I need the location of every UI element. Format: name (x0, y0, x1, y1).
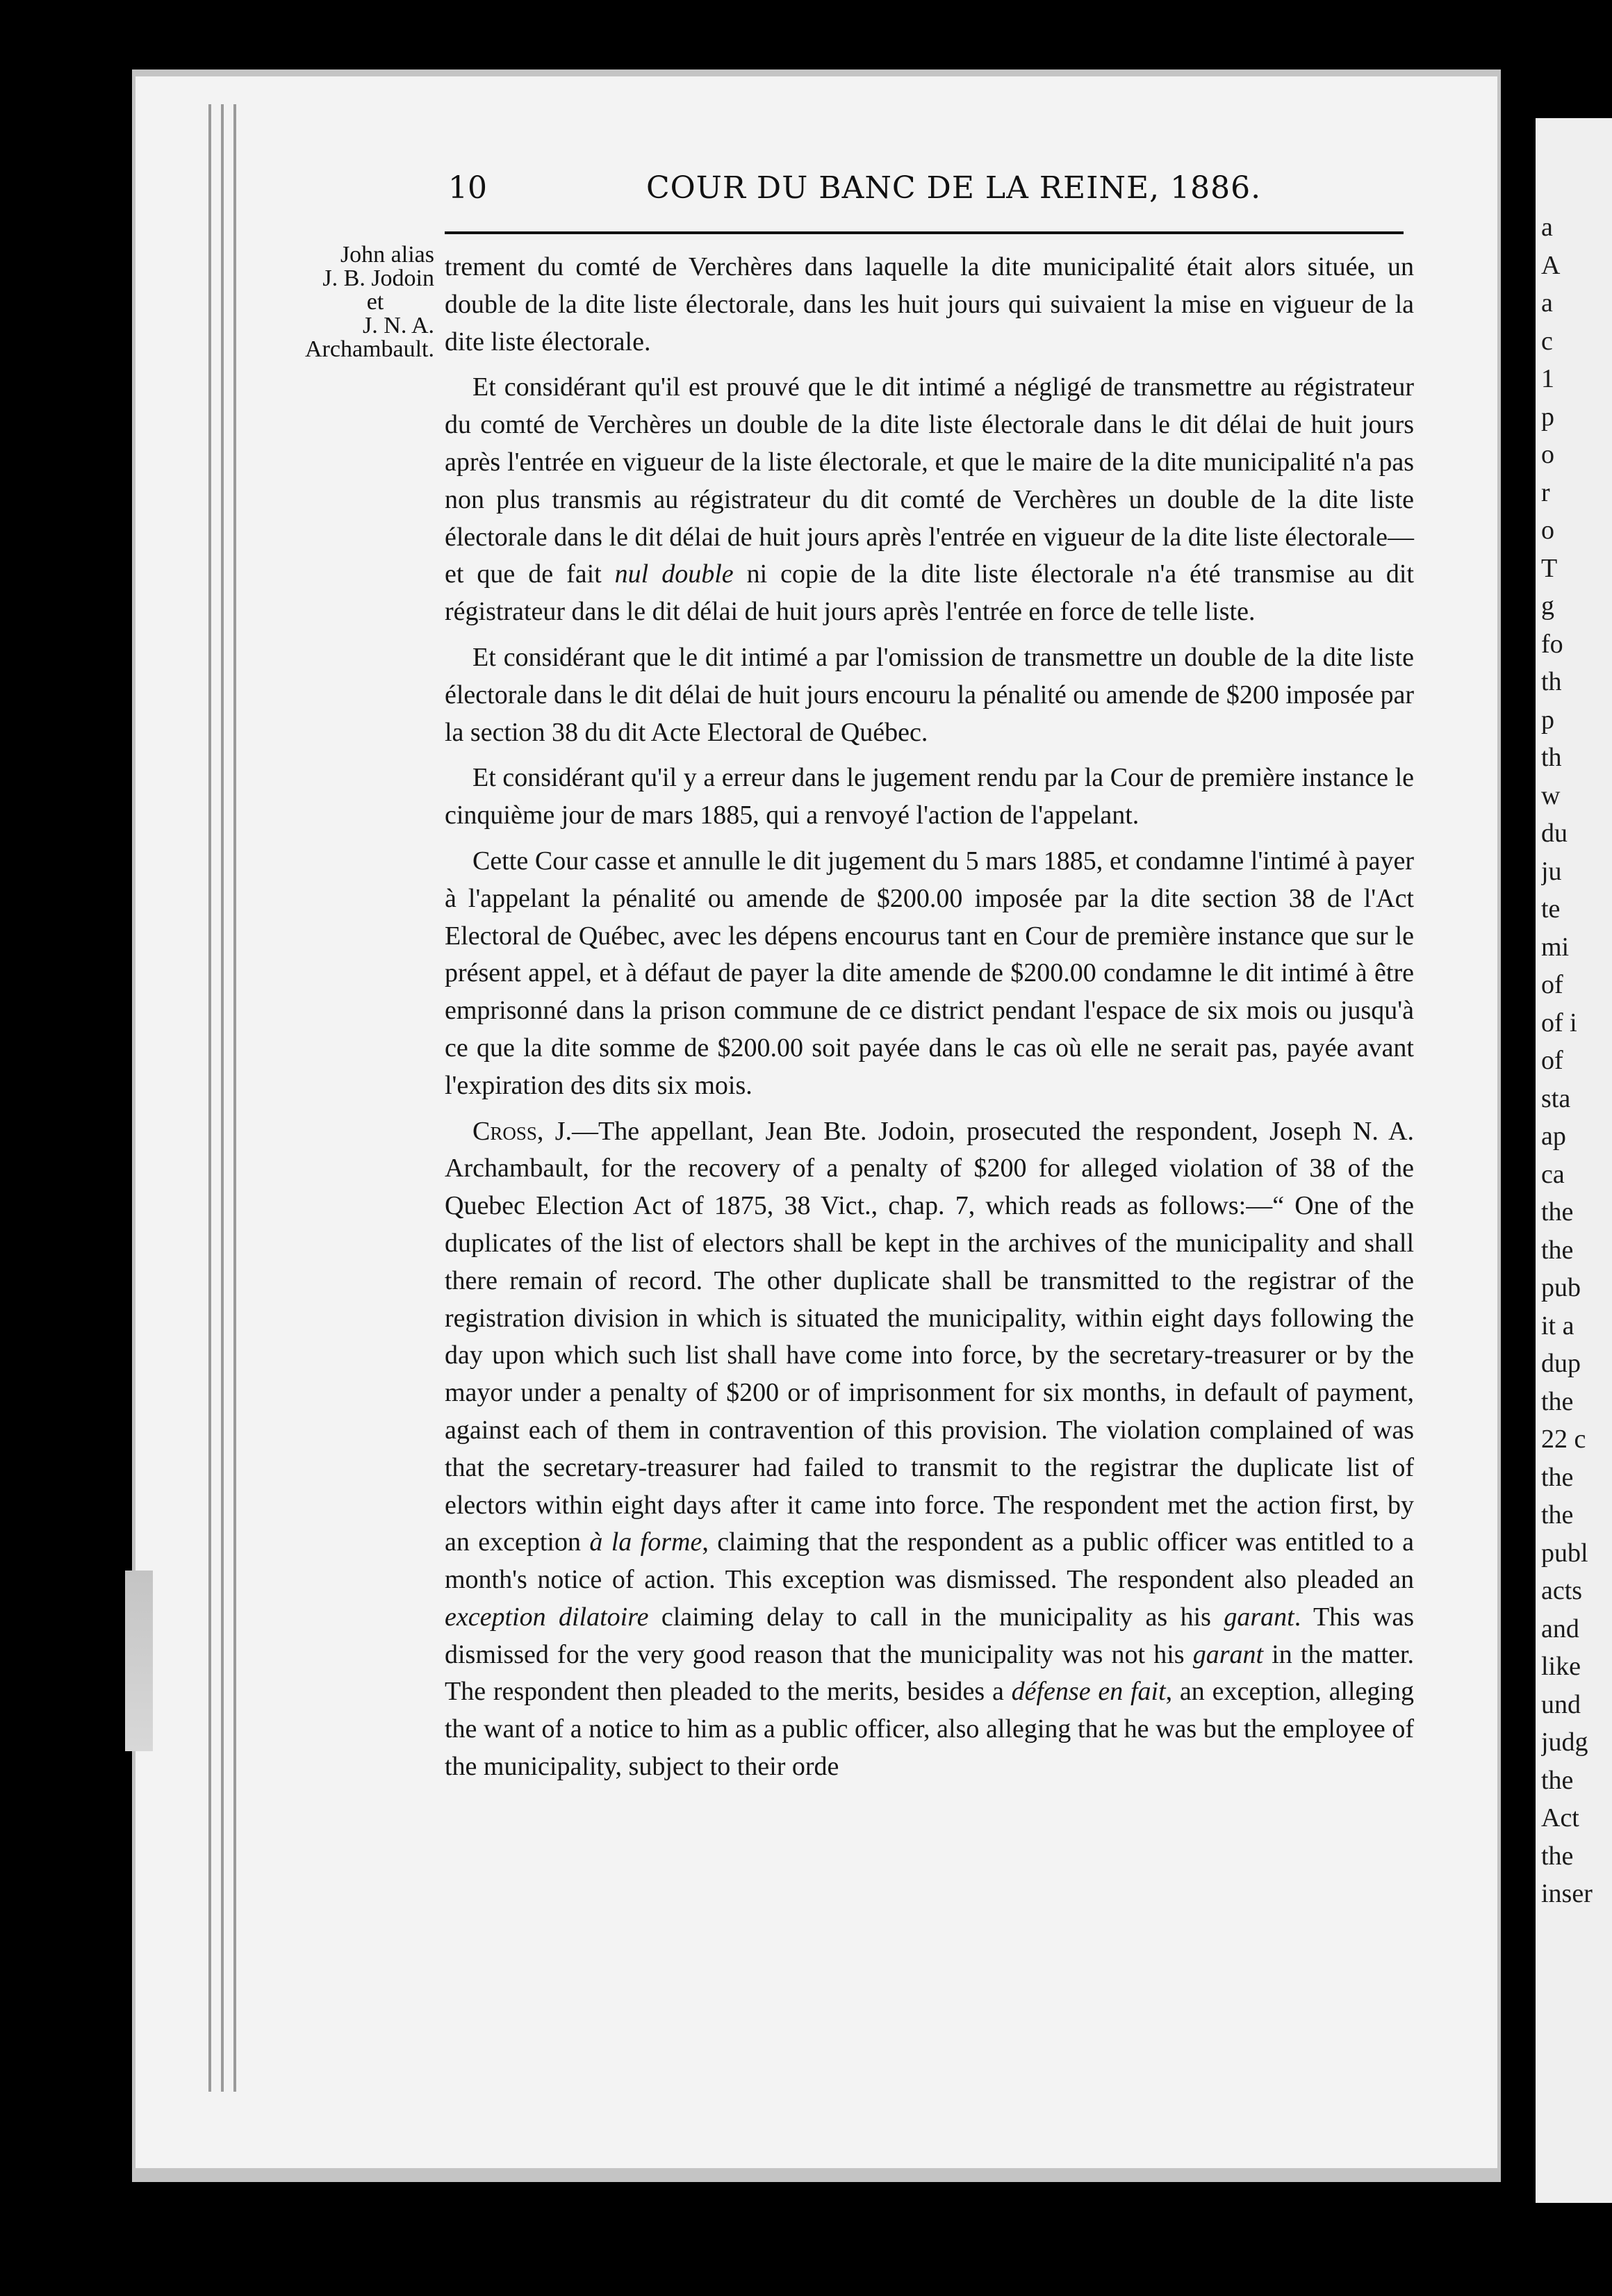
facing-page-fragment: ju (1541, 856, 1562, 886)
paragraph: Cross, J.—The appellant, Jean Bte. Jodoin, prosecuted the respondent, Joseph N. A. Archambault, for the recovery of a penalty of $200 for alleged violation of 38 of the Quebec Election Act of 1875, 38 Vict., chap. 7, which reads as follows:—“ One of the duplicates of the list of electors shall be kept in the archives of the municipality and shall there remain of record. The other duplicate shall be transmitted to the registrar of the registration division in which is situated the municipality, within eight days following the day upon which such list shall have come into force, by the secretary-treasurer or by the mayor under a penalty of $200 or of imprisonment for six months, in default of payment, against each of them in contravention of this provision. The violation complained of was that the secretary-treasurer had failed to transmit to the registrar the duplicate list of electors within eight days after it came into force. The respondent met the action first, by an exception à la forme, claiming that the respondent as a public officer was entitled to a month's notice of action. This exception was dismissed. The respondent also pleaded an exception dilatoire claiming delay to call in the municipality as his garant. This was dismissed for the very good reason that the municipality was not his garant in the matter. The respondent then pleaded to the merits, besides a défense en fait, an exception, alleging the want of a notice to him as a public officer, also alleging that he was but the employee of the municipality, subject to their orde (445, 1116, 1415, 1782)
paragraph: Et considérant que le dit intimé a par l'omission de transmettre un double de la dite liste électorale dans le dit délai de huit jours encouru la pénalité ou amende de $200 imposée par la section 38 du dit Acte Electoral de Québec. (445, 642, 1414, 747)
facing-page-fragment: o (1541, 440, 1554, 469)
margin-note-line: et (366, 289, 384, 315)
facing-page-fragment: the (1541, 1765, 1574, 1795)
facing-page-fragment: the (1541, 1462, 1574, 1492)
facing-page-fragment: it a (1541, 1311, 1574, 1340)
margin-note-line: J. N. A. (363, 313, 434, 338)
facing-page-fragment: ca (1541, 1159, 1565, 1189)
margin-note-line: Archambault. (305, 336, 434, 362)
facing-page-fragment: pub (1541, 1273, 1581, 1302)
facing-page-fragment: the (1541, 1841, 1574, 1871)
facing-page-fragment: publ (1541, 1538, 1588, 1568)
paragraph: Et considérant qu'il est prouvé que le dit intimé a négligé de transmettre au régistrateur du comté de Verchères un double de la dite liste électorale dans le dit délai de huit jours après l'entrée en vigueur de la liste électorale, et que le maire de la dite municipalité n'a pas non plus transmis au régistrateur du dit comté de Verchères un double de la dite liste électorale dans le dit délai de huit jours après l'entrée en vigueur de la dite liste électorale—et que de fait nul double ni copie de la dite liste électorale n'a été transmise au dit régistrateur dans le dit délai de huit jours après l'entrée en force de telle liste. (445, 372, 1414, 627)
facing-page-fragment: 1 (1541, 364, 1554, 393)
page-smudge (125, 1571, 153, 1751)
page-edge-line (221, 104, 224, 2092)
header-rule (445, 231, 1404, 234)
facing-page-fragment: of (1541, 1046, 1563, 1075)
facing-page-fragment: dup (1541, 1349, 1581, 1378)
margin-note-line: J. B. Jodoin (322, 265, 434, 291)
facing-page-fragment: te (1541, 894, 1561, 924)
body-text (445, 249, 1414, 1794)
judge-name: Cross, J. (472, 1116, 572, 1146)
margin-note-line: John alias (340, 242, 434, 268)
page-edge-line (208, 104, 211, 2092)
running-title: COUR DU BANC DE LA REINE, 1886. (646, 170, 1262, 206)
facing-page-fragment: of (1541, 970, 1563, 999)
paragraph: Et considérant qu'il y a erreur dans le jugement rendu par la Cour de première instance le cinquième jour de mars 1885, qui a renvoyé l'action de l'appelant. (445, 763, 1414, 830)
facing-page-fragment: und (1541, 1689, 1581, 1719)
facing-page-fragment: of i (1541, 1008, 1577, 1038)
facing-page-fragment: p (1541, 402, 1554, 432)
facing-page-fragment: the (1541, 1197, 1574, 1227)
facing-page-fragment: c (1541, 326, 1553, 356)
facing-page-fragment: a (1541, 213, 1553, 242)
page-header (417, 170, 1404, 219)
facing-page-fragment: the (1541, 1386, 1574, 1416)
page-number: 10 (448, 170, 487, 206)
facing-page-fragment: a (1541, 288, 1553, 318)
paragraph: Cette Cour casse et annulle le dit jugement du 5 mars 1885, et condamne l'intimé à payer à l'appelant la pénalité ou amende de $200.00 imposée par la dite section 38 de l'Act Electoral de Québec, avec les dépens encourus tant en Cour de première instance que sur le présent appel, et à défaut de payer la dite amende de $200.00 condamne le dit intimé à être emprisonné dans la prison commune de ce district pendant l'espace de six mois ou jusqu'à ce que la dite somme de $200.00 soit payée dans le cas où elle ne serait pas, payée avant l'expiration des dits six mois. (445, 846, 1414, 1100)
facing-page-fragment: the (1541, 1500, 1574, 1530)
facing-page-fragment: r (1541, 477, 1550, 507)
margin-note (274, 243, 434, 361)
facing-page-fragment: and (1541, 1614, 1579, 1643)
facing-page-fragment: like (1541, 1652, 1581, 1681)
page-edge-line (233, 104, 236, 2092)
facing-page-fragment: Act (1541, 1803, 1579, 1832)
facing-page-text (1541, 208, 1612, 1913)
facing-page-fragment: 22 c (1541, 1425, 1586, 1454)
facing-page-fragment: o (1541, 516, 1554, 545)
facing-page-fragment: sta (1541, 1083, 1571, 1113)
facing-page-fragment: A (1541, 250, 1561, 280)
facing-page-fragment: T (1541, 553, 1558, 583)
facing-page-fragment: g (1541, 591, 1554, 621)
paragraph: trement du comté de Verchères dans laquelle la dite municipalité était alors située, un double de la dite liste électorale, dans les huit jours qui suivaient la mise en vigueur de la dite liste électorale. (445, 252, 1414, 356)
facing-page-fragment: acts (1541, 1576, 1583, 1605)
facing-page-fragment: ap (1541, 1122, 1566, 1151)
facing-page-fragment: mi (1541, 932, 1570, 962)
facing-page-fragment: judg (1541, 1728, 1588, 1757)
facing-page-fragment: th (1541, 743, 1562, 772)
facing-page-fragment: du (1541, 819, 1568, 848)
facing-page-fragment: p (1541, 705, 1554, 735)
facing-page-fragment: fo (1541, 629, 1563, 659)
italic-phrase: nul double (614, 559, 734, 589)
facing-page-fragment: th (1541, 667, 1562, 696)
facing-page-fragment: inser (1541, 1879, 1593, 1908)
facing-page-fragment: w (1541, 780, 1561, 810)
facing-page-fragment: the (1541, 1235, 1574, 1265)
